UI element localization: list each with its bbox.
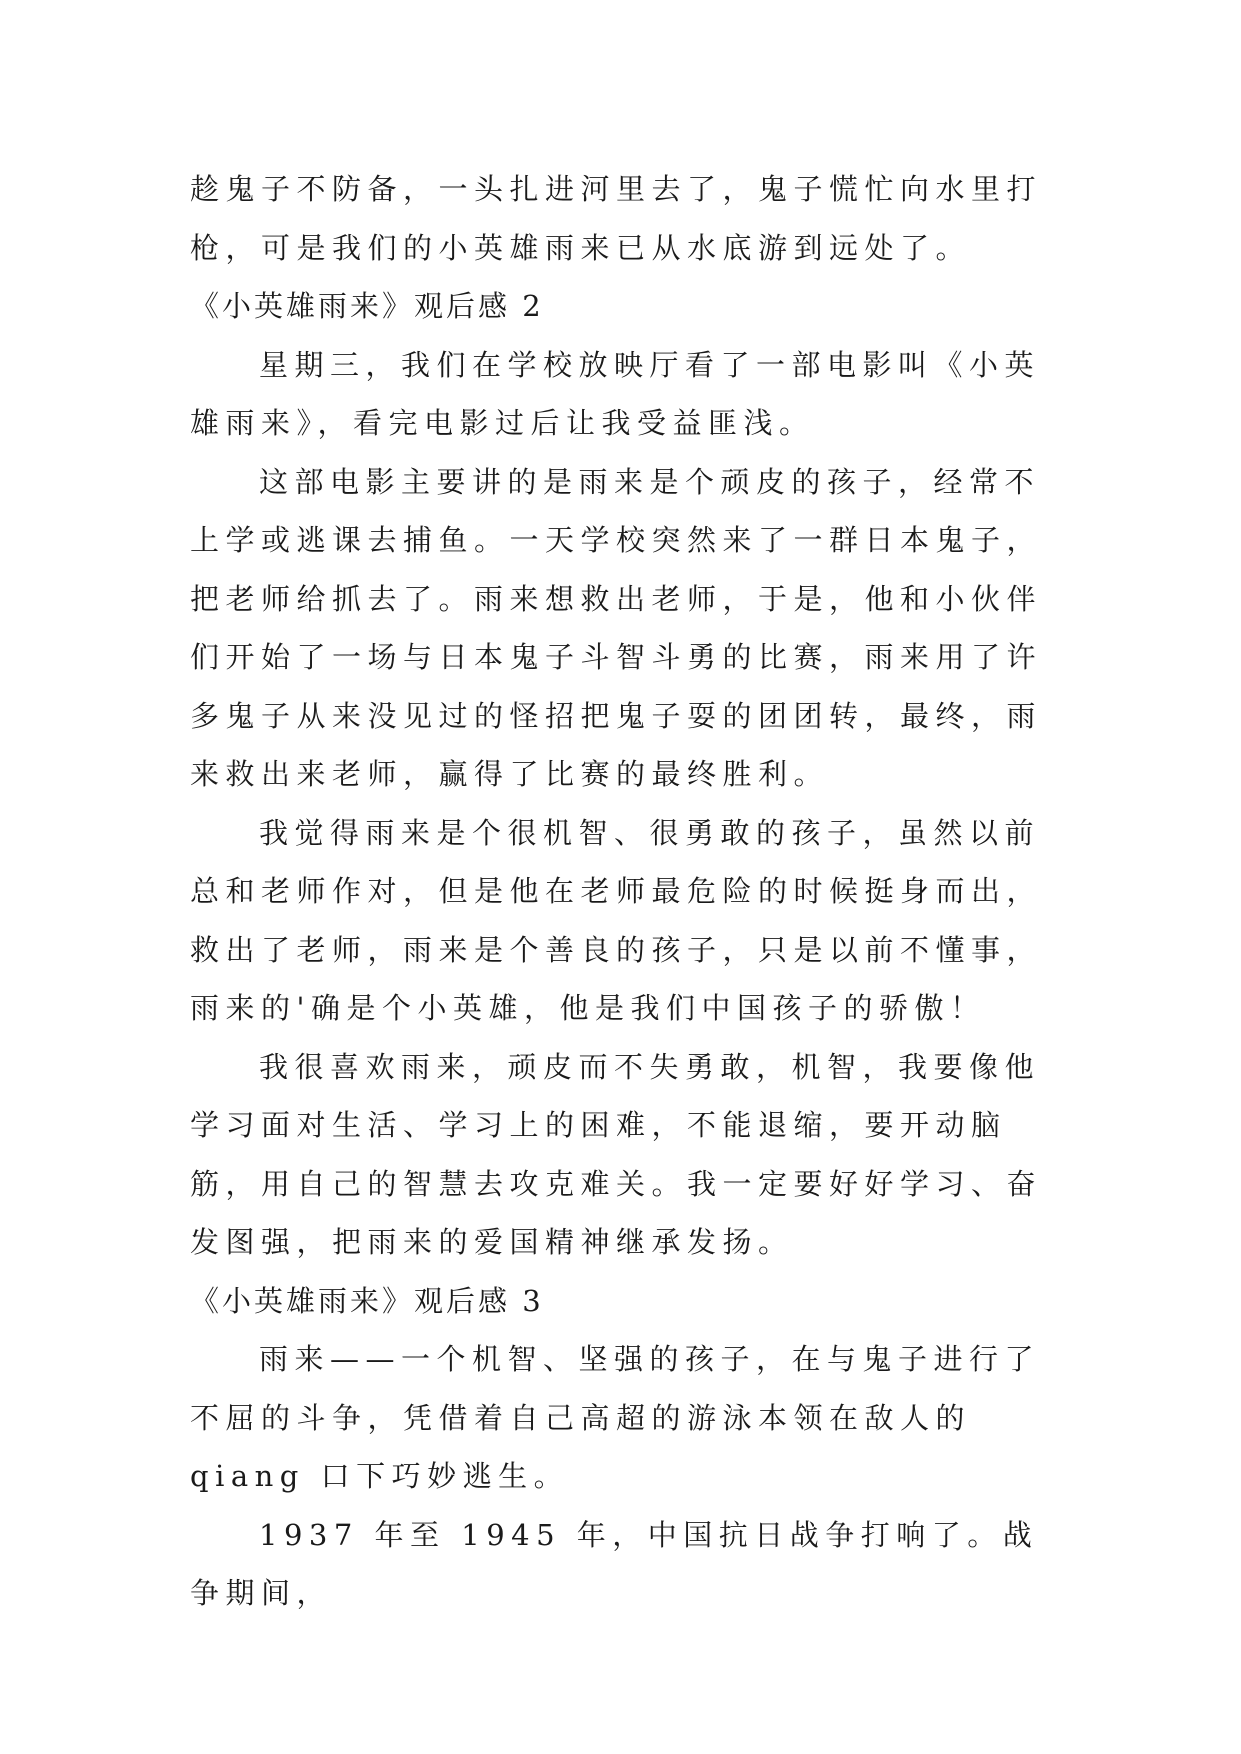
- paragraph: 雨来——一个机智、坚强的孩子，在与鬼子进行了不屈的斗争，凭借着自己高超的游泳本领在敌人的 qiang 口下巧妙逃生。: [190, 1342, 1041, 1493]
- paragraph: 这部电影主要讲的是雨来是个顽皮的孩子，经常不上学或逃课去捕鱼。一天学校突然来了一群日本鬼子，把老师给抓去了。雨来想救出老师，于是，他和小伙伴们开始了一场与日本鬼子斗智斗勇的比赛，雨来用了许多鬼子从来没见过的怪招把鬼子耍的团团转，最终，雨来救出来老师，赢得了比赛的最终胜利。: [190, 464, 1043, 791]
- section-heading-2: 《小英雄雨来》观后感 2: [190, 289, 544, 323]
- paragraph: 1937 年至 1945 年，中国抗日战争打响了。战争期间，: [190, 1517, 1039, 1610]
- paragraph: 我觉得雨来是个很机智、很勇敢的孩子，虽然以前总和老师作对，但是他在老师最危险的时候挺身而出，救出了老师，雨来是个善良的孩子，只是以前不懂事，雨来的'确是个小英雄，他是我们中国孩子的骄傲！: [190, 815, 1043, 1025]
- document-body: [190, 160, 1070, 1623]
- paragraph: 星期三，我们在学校放映厅看了一部电影叫《小英雄雨来》，看完电影过后让我受益匪浅。: [190, 347, 1041, 440]
- paragraph-continuation: 趁鬼子不防备，一头扎进河里去了，鬼子慌忙向水里打枪，可是我们的小英雄雨来已从水底游到远处了。: [190, 172, 1043, 265]
- paragraph: 我很喜欢雨来，顽皮而不失勇敢，机智，我要像他学习面对生活、学习上的困难，不能退缩，要开动脑筋，用自己的智慧去攻克难关。我一定要好好学习、奋发图强，把雨来的爱国精神继承发扬。: [190, 1049, 1043, 1259]
- section-heading-3: 《小英雄雨来》观后感 3: [190, 1283, 544, 1318]
